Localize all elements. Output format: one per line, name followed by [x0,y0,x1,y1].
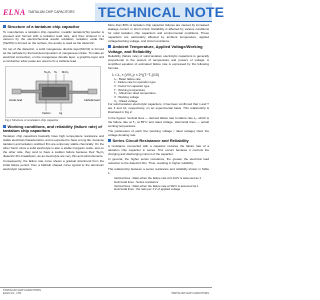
definition-item: T : Working temperature [114,87,146,92]
footer-line: TANTALUM CHIP CAPACITORS [3,289,41,292]
section-title: Working conditions, and reliability (failure rate) of tantalum chip capacitors [3,123,102,134]
paragraph: More than 80% of tantalum chip capacitor failures are caused by increased leakage current or short circuit. Reliability is affected by various conditions for solid tantalum chip capacitors and environmental conditions. These capacitors are particularly affected by ambient temperature, applied voltage/working voltage, and circuit resistance. [108,23,209,43]
footer-left [3,289,41,295]
figure-label: Carbon [42,112,51,116]
paragraph: Reliability (failure rate) of solid tantalum electrolytic capacitors is generally proportional to the powers of temperature and powers of voltage. A simplified equation of estimated failure rate is expressed by the following formula. [108,54,209,71]
note-item: Vertical lines : Ratio when the failure rate at 3Ω/V is assumed as 1 [114,183,199,188]
section-title: Series Circuit Resistance and Reliability [112,138,189,144]
footer-line: ELNA CO., LTD. [3,292,22,296]
section-title: Ambient Temperature, Applied Voltage/Working Voltage, and Reliability [108,44,203,54]
paragraph: For solid tantalum electrolytic capacitors, it has been confirmed that n and T are 3 and 10, respectively, on an experimental basis. This relationship is illustrated in Fig.2. [108,102,209,115]
figure-label: MnO₂ [62,71,69,75]
paragraph: Consequently, the failure rate curve shows a gradual downtrend from the initial failure period; from a bathtub shaped curve typical to the aluminum electrolytic capacitors. [3,159,104,171]
figure-label: Ag [59,112,63,116]
header-rule [0,21,212,22]
structure-figure [5,66,101,118]
relationship-notes [108,177,209,192]
footer-rule [0,287,212,288]
definition-item: λ₀ : Basic failure rate [114,76,141,81]
paragraph: The relationship between a series resistance and reliability shown in Table 1. [108,166,209,175]
definition-item: T₀ : Maximum rated temperature [114,91,156,96]
bullet-square-icon [3,125,6,128]
note-item: Horizontal lines : the ratio per 1 V of applied voltage [114,187,181,192]
page-title: TECHNICAL NOTE [98,4,225,20]
formula-definitions [108,78,209,104]
brand-logo: ELNA [3,8,26,17]
figure-label: Ta₂O₅ [44,71,51,75]
page-header [0,0,225,22]
section-heading-working-conditions [3,125,104,134]
paragraph: In the figures: Vertical lines — derived failure rate to failure rate λ₀, which is the failure rate at T₀ at 85°C and rated voltage. Horizontal lines — actual working temperature. [108,115,209,128]
capacitor-structure-diagram [6,67,102,119]
bullet-square-icon [3,25,6,28]
paragraph: To manufacture a tantalum chip capacitor, metallic tantalum(Ta) powder is pressed and formed with a tantalum lead wire, and then sintered in a vacuum by the electrochemical anodic oxidation; tantalum oxide film (Ta2O5) is formed on the surface, the anode is used as the dielectric. [3,29,104,46]
definition-item: λ : Failure rate for operation type [114,80,156,85]
figure-caption: Fig.1 Structure of a tantalum chip capacitor [5,118,59,123]
definition-item: V : Factor for capacitor type [114,83,150,88]
paragraph: The parameters of each line (working voltage / rated voltage) show the voltage derating rate. [108,129,209,137]
left-column [3,24,104,173]
bullet-square-icon [108,45,111,48]
failure-rate-formula: λ = λ₀ × (V/V₀)³ × 2^((T−T₀)/10) [112,72,159,77]
figure-label: Anode lead [9,99,23,103]
brand-subtitle: TANTALUM CHIP CAPACITORS [28,10,75,14]
bullet-square-icon [108,139,111,142]
footer-right: TANTALUM CHIP CAPACITORS [171,292,209,295]
section-title: Structure of a tantalum chip capacitor [7,24,80,29]
section-heading-structure [3,25,104,30]
note-item: Horizontal lines : Series resistance [114,179,159,184]
figure-label: Ta [54,71,57,75]
paragraph: Tantalum chip capacitors basically have high temperature resistance and stable electrical characteristics, and is expected to have a long life, because tantalum and tantalum oxidized film are extremely stable chemically. On the other hand, since a solid electrolyte is also a stable inorganic oxide, and on the other side, they tend to have a sudden failure because their Ta₂O₅ dielectric film breakdown, as an electrolyte are very thin and solid elements. [3,134,104,158]
paragraph: A resistance connected with a capacitor reduces the failure rate of a tantalum chip capacitor in series. This occurs because it controls the charging and discharging current of the capacitor. [108,144,209,156]
right-column [108,24,209,192]
note-item: Vertical lines : Ratio when the failure rate at 0.1Ω/V is assumed as 1 [114,176,201,181]
definition-item: V : Working voltage [114,95,140,100]
figure-label: Cathode lead [84,99,100,103]
definition-item: V₀ : Rated voltage [114,98,138,103]
paragraph: On top of the dielectric, a solid manganese dioxide layer(MnO2) is formed as the cathode by thermal decomposition of manganese nitrate. To make an electrical connection, on the manganese dioxide layer, a graphite layer and a conductive silver paste are used to fix a cathode lead. [3,46,104,63]
section-heading-ambient-temperature [108,45,209,54]
paragraph: In general, the higher series resistance, the greater the electrical load reduction to the dielectric film. Thus, resulting in higher reliability. [108,157,209,166]
